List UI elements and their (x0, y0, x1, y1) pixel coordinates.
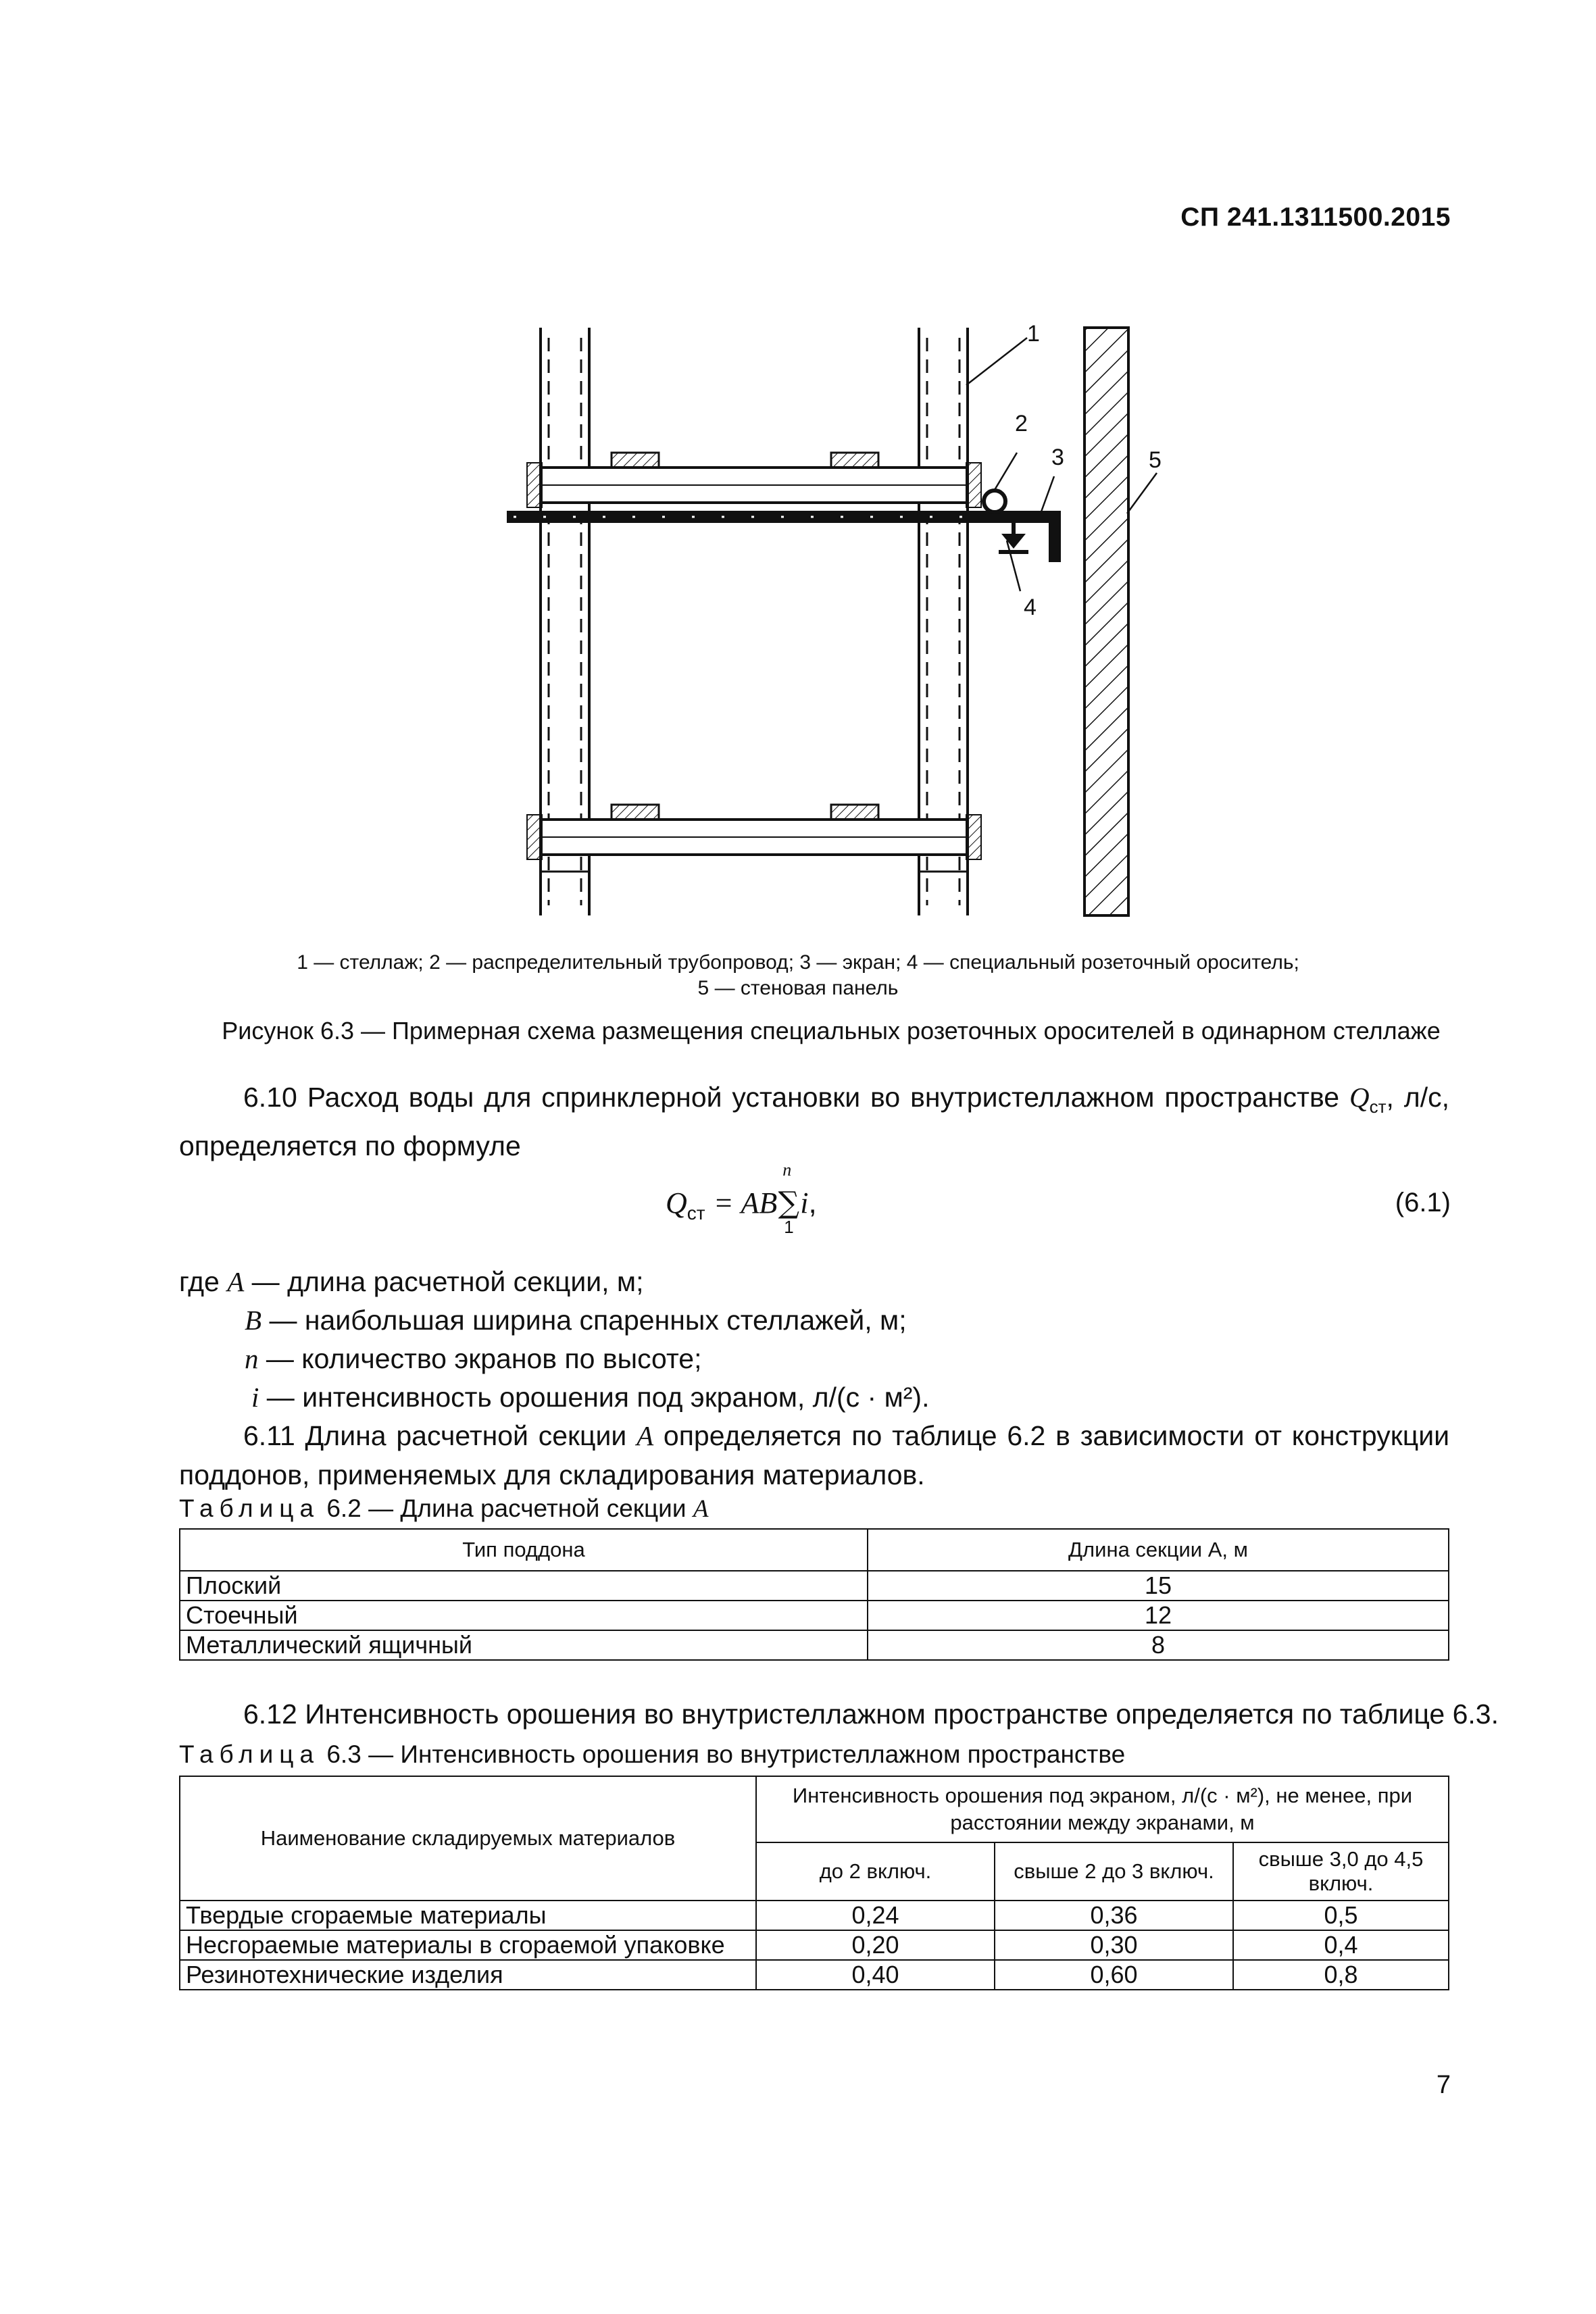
callout-3: 3 (1051, 445, 1064, 470)
table-row-cell: 0,40 (756, 1960, 995, 1990)
distribution-pipe (984, 491, 1005, 512)
callout-4: 4 (1024, 595, 1037, 620)
table-6-3-header-materials: Наименование складируемых материалов (180, 1776, 756, 1901)
table-row-cell: 0,20 (756, 1930, 995, 1960)
table-row-cell: 0,36 (995, 1901, 1233, 1930)
table-row-cell: Твердые сгораемые материалы (180, 1901, 756, 1930)
table-row-cell: 0,8 (1233, 1960, 1449, 1990)
where-a: где A — длина расчетной секции, м; (179, 1266, 644, 1297)
where-n: n — количество экранов по высоте; (245, 1343, 702, 1374)
figure-legend-line1: 1 — стеллаж; 2 — распределительный трубопровод; 3 — экран; 4 — специальный розеточный ороситель; (297, 951, 1299, 974)
table-row-cell: 15 (868, 1571, 1449, 1601)
table-row-cell: 0,24 (756, 1901, 995, 1930)
callout-2: 2 (1015, 411, 1028, 436)
callout-1: 1 (1027, 321, 1040, 347)
table-row-cell: 0,5 (1233, 1901, 1449, 1930)
table-6-2-caption: Таблица 6.2 — Длина расчетной секции A (179, 1494, 709, 1523)
wall-panel (1084, 328, 1128, 915)
table-6-3-caption: Таблица 6.3 — Интенсивность орошения во внутристеллажном пространстве (179, 1740, 1126, 1768)
document-code: СП 241.1311500.2015 (1180, 203, 1451, 232)
paragraph-6-11: 6.11 Длина расчетной секции A определяется по таблице 6.2 в зависимости от конструкции поддонов, применяемых для складирования материалов. (179, 1420, 1449, 1490)
formula-number: (6.1) (1395, 1188, 1451, 1217)
page-number: 7 (1436, 2071, 1451, 2099)
figure-title: Рисунок 6.3 — Примерная схема размещения специальных розеточных оросителей в одинарном стеллаже (222, 1017, 1441, 1045)
rack-sprinkler-diagram (473, 311, 1162, 932)
where-i: i — интенсивность орошения под экраном, л/(с · м²). (251, 1382, 930, 1413)
table-6-3-subheader-2: свыше 2 до 3 включ. (995, 1842, 1233, 1901)
table-6-3-subheader-3: свыше 3,0 до 4,5 включ. (1233, 1842, 1449, 1901)
table-6-3 (179, 1776, 1449, 1990)
table-row-cell: Металлический ящичный (180, 1630, 868, 1660)
formula-6-1: $Q_{ст}$ = AB n ∑ 1 i, (666, 1160, 817, 1237)
where-b: B — наибольшая ширина спаренных стеллажей, м; (245, 1305, 907, 1336)
figure-legend-line2: 5 — стеновая панель (697, 977, 899, 999)
table-6-2-header-type: Тип поддона (180, 1529, 868, 1571)
table-6-3-header-intensity: Интенсивность орошения под экраном, л/(с · м²), не менее, при расстоянии между экранами, м (756, 1776, 1449, 1842)
table-6-2 (179, 1528, 1449, 1661)
table-row-cell: Резинотехнические изделия (180, 1960, 756, 1990)
upper-shelf (527, 453, 981, 507)
table-6-2-header-length: Длина секции A, м (868, 1529, 1449, 1571)
lower-shelf (527, 805, 981, 859)
paragraph-6-12: 6.12 Интенсивность орошения во внутристеллажном пространстве определяется по таблице 6.3. (243, 1699, 1499, 1730)
table-row-cell: Плоский (180, 1571, 868, 1601)
table-row-cell: 12 (868, 1601, 1449, 1630)
table-row-cell: 0,30 (995, 1930, 1233, 1960)
table-6-3-subheader-1: до 2 включ. (756, 1842, 995, 1901)
table-row-cell: Стоечный (180, 1601, 868, 1630)
rosette-sprinkler (999, 523, 1028, 552)
table-row-cell: 8 (868, 1630, 1449, 1660)
callout-5: 5 (1149, 447, 1162, 473)
table-row-cell: 0,60 (995, 1960, 1233, 1990)
table-row-cell: Несгораемые материалы в сгораемой упаковке (180, 1930, 756, 1960)
paragraph-6-10: 6.10 Расход воды для спринклерной установки во внутристеллажном пространстве $Q_{ст}$, л/с, определяется по формуле (179, 1082, 1449, 1162)
table-row-cell: 0,4 (1233, 1930, 1449, 1960)
